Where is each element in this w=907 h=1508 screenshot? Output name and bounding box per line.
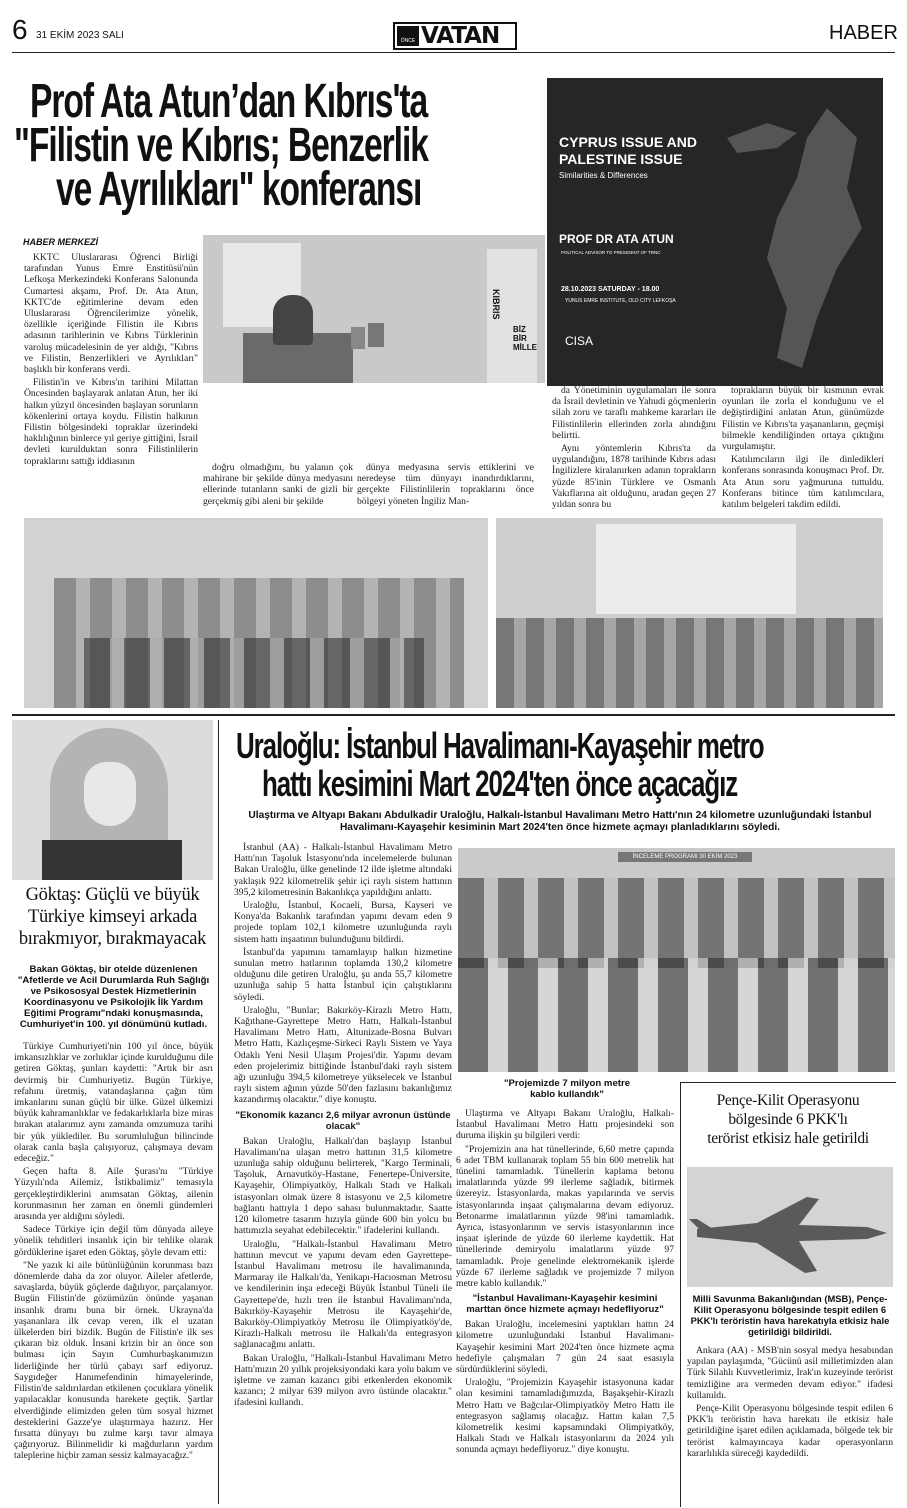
header-rule bbox=[12, 52, 895, 53]
paragraph: Bakan Uraloğlu, incelemesini yaptıkları hattın 24 kilometre uzunluğundaki İstanbul Havalimanı-Kayaşehir kesimini Mart 2024'ten önce hizmete açma hedefiyle çalışmaları 7 gün 24 saat esasıyla sürdürdüklerini söyledi. bbox=[456, 1319, 674, 1376]
article3-col1 bbox=[234, 842, 452, 1504]
headline-line: "Filistin ve Kıbrıs; Benzerlik bbox=[14, 119, 428, 172]
article1-col2 bbox=[203, 462, 353, 512]
section-divider bbox=[12, 714, 895, 716]
article4-headline bbox=[683, 1091, 893, 1148]
article1-col4 bbox=[552, 385, 716, 515]
map-silhouette bbox=[707, 98, 877, 378]
paragraph: Pençe-Kilit Operasyonu bölgesinde tespit edilen 6 PKK'lı teröristin hava harekatı ile etkisiz hale getirildiğine işaret edilen açıklamada, bölgede tek bir terörist kalmayıncaya kadar operasyonların kararlılıkla süreceği kaydedildi. bbox=[687, 1403, 893, 1459]
paragraph: da Yönetiminin uygulamaları ile sonra da İsrail devletinin ve Yahudi göçmenlerin silah zoru ve taraflı mahkeme kararları ile Filistinlilerin ellerinden zorla alındığını belirtti. bbox=[552, 385, 716, 441]
headline-line: bırakmıyor, bırakmayacak bbox=[18, 929, 207, 949]
paragraph: Uraloğlu, "Projemizin Kayaşehir istasyonuna kadar olan kesimini tamamladığımızda, Başakşehir-Kirazlı Metro Hattı ve Bağcılar-Olimpiyatköy Metro Hattı ile entegrasyon sağlamış olacağız. Hattın kalan 7,5 kilometrelik kesimi kapsamındaki Olimpiyatköy, Halkalı Stadı ve Halkalı istasyonlarını da 2024 yılı sonunda açmayı hedefliyoruz." diye konuştu. bbox=[456, 1377, 674, 1456]
headline-line: Göktaş: Güçlü ve büyük bbox=[25, 885, 200, 905]
headline-line: terörist etkisiz hale getirildi bbox=[707, 1130, 869, 1147]
paragraph: dünya medyasına servis ettiklerini ve neredeyse tüm dünyayı inandırdıklarını, gerçekte Filistinlilerin topraklarını önce bölgeyi yöneten İngiliz Man- bbox=[357, 462, 534, 507]
poster-subtitle: Similarities & Differences bbox=[559, 171, 648, 180]
article1-headline bbox=[14, 75, 544, 216]
front-row bbox=[84, 638, 424, 708]
article1-byline: HABER MERKEZİ bbox=[23, 237, 99, 247]
article1-col3 bbox=[357, 462, 534, 512]
backdrop-banner: İNCELEME PROGRAMI 30 EKİM 2023 bbox=[618, 852, 752, 862]
article2-body bbox=[14, 1041, 213, 1504]
article3-headline bbox=[236, 727, 896, 803]
poster-org: CISA bbox=[565, 334, 594, 348]
article3-lede: Ulaştırma ve Altyapı Bakanı Abdulkadir Uraloğlu, Halkalı-İstanbul Havalimanı Metro Hattı'nın 24 kilometre uzunluğundaki İstanbul Havalimanı-Kayaşehir kesiminin Mart 2024'ten önce hizmete açmayı planladıklarını söyledi. bbox=[248, 810, 872, 834]
logo-emblem bbox=[397, 26, 419, 46]
article2-lede: Bakan Göktaş, bir otelde düzenlenen "Afetlerde ve Acil Durumlarda Ruh Sağlığı ve Psikososyal Destek Hizmetlerinin Koordinasyonu ve Psikolojik İlk Yardım Eğitimi Programı"ndaki konuşmasında, Cumhuriyet'in 100. yıl dönümünü kutladı. bbox=[17, 964, 210, 1030]
paragraph: Uraloğlu, "Bunlar; Bakırköy-Kirazlı Metro Hattı, Kağıthane-Gayrettepe Metro Hattı, Halkalı-İstanbul Havalimanı Metro Hattı, Altunizade-Bosna Bulvarı Metro Hattı, Kazlıçeşme-Sirkeci Raylı Sistem ve Yaya Odaklı Yeni Nesil Ulaşım Projesi'dir. Yapımı devam eden projelerimiz bittiğinde İstanbul'daki raylı sistem ağı uzunluğu 394,5 kilometreye yükselecek ve İstanbul raylı sistem ağının yüzde 50'den fazlasını bakanlığımız kazandırmış olacaktır." diye konuştu. bbox=[234, 1004, 452, 1106]
poster-title-1: CYPRUS ISSUE AND bbox=[559, 134, 697, 150]
article3-col2 bbox=[456, 1108, 674, 1504]
front-row bbox=[458, 958, 895, 1072]
page-header bbox=[0, 0, 907, 52]
poster-role: POLITICAL ADVISOR TO PRESIDENT OF TRNC bbox=[561, 250, 661, 255]
photo-caption: "Projemizde 7 milyon metre kablo kullandık" bbox=[503, 1078, 631, 1100]
paragraph: "Ne yazık ki aile bütünlüğünün korunması bazı dönemlerde daha da zor oluyor. Aileler afetlerde, savaşlarda, büyük göçlerde dağılıyor, parçalanıyor. Bugün Filistin'de gözümüzün önünde yaşanan insanlık dramı buna bir örnek. Ukrayna'da yaşananlara ilk cevap veren, ilk el uzatan ülkelerden biri bizdik. Bugün de Filistin'e ilk ses çıkaran biz olduk. İnsani krizin bir an önce son bulması için Sayın Cumhurbaşkanımızın liderliğinde her türlü çabayı sarf ediyoruz. Saygıdeğer Hanımefendinin himayelerinde, Filistin'de saldırılardan etkilenen çocuklara yönelik yapılacaklar konusunda harekete geçtik. Şartlar elverdiğinde elimizden gelen tüm sosyal hizmet desteklerini Gazze'ye ulaştırmaya hazırız. Her fırsatta dünyayı bu zulme karşı tavır almaya çağırıyoruz. Bilinmelidir ki mağdurların yardım taleplerine hiçbir zaman sessiz kalmayacağız." bbox=[14, 1259, 213, 1462]
logo-text: VATAN bbox=[421, 23, 500, 49]
paragraph: doğru olmadığını, bu yalanın çok mahirane bir şekilde dünya medyasını ellerinde tutanların sanki de gizli bir gerçekmiş gibi aleni bir şekilde bbox=[203, 462, 353, 507]
paragraph: Katılımcıların ilgi ile dinledikleri konferans sonrasında konuşmacı Prof. Dr. Ata Atun soru yağmuruna tuttuldu. Konferans bitince tüm katılımcılara, katılım belgeleri takdim edildi. bbox=[722, 454, 884, 511]
paragraph: Ankara (AA) - MSB'nin sosyal medya hesabından yapılan paylaşımda, "Gücünü asil milletimizden alan Türk Silahlı Kuvvetlerimiz, Irak'ın kuzeyinde terörist temizliğine ara vermeden devam ediyor." ifadesi kullanıldı. bbox=[687, 1345, 893, 1401]
paragraph: İstanbul'da yapımını tamamlayıp halkın hizmetine sunulan metro hatlarının toplamda 130,2 kilometre olduğunu dile getiren Uraloğlu, şu anda 55,7 kilometre uzunluğa sahip 5 hatta İstanbul için çalıştıklarını söyledi. bbox=[234, 946, 452, 1003]
minister-group-photo bbox=[458, 848, 895, 1072]
article4-lede: Milli Savunma Bakanlığından (MSB), Pençe-Kilit Operasyonu bölgesinde tespit edilen 6 PKK'lı teröristin hava harekatıyla etkisiz hale getirildiği bildirildi. bbox=[690, 1293, 890, 1337]
projection-screen bbox=[596, 524, 796, 614]
paragraph: Filistin'in ve Kıbrıs'ın tarihini Milattan Öncesinden başlayarak anlatan Atun, her iki halkın yüzyıl öncesinden başlayan sorunların kökenlerini ortaya koydu. Filistin halkının Filistin bölgesindeki topraklar üzerindeki haklılığının binlerce yıl geriye gittiğini, İsrail devleti kurulduktan sonra Filistinlilerin topraklarını sattığı iddiasının bbox=[24, 377, 198, 467]
paragraph: "Projemizin ana hat tünellerinde, 6,60 metre çapında 6 adet TBM kullanarak toplam 55 bin 600 metrelik hat tünelini tamamladık. Tünellerin kaplama betonu imalatlarında yüzde 99 ilerleme sağladık, bitirmek üzereyiz. İstasyonlarda, makas yapılarında ve servis istasyonlarında inşaat çalışmalarına devam ediyoruz. Betonarme imalatlarının yüzde 98'ini tamamladık. Ayrıca, istasyonlarının ve servis istasyonlarının ince inşaat işlerinde de yüzde 60 ilerleme kaydettik. Hat tünellerinde demiryolu imalatlarını yüzde 97 tamamladık. Proje genelinde elektromekanik işlerde yüzde 67 ilerleme sağladık ve projemizde 7 milyon metre kablo kullandık." bbox=[456, 1143, 674, 1290]
article1-col1 bbox=[24, 252, 198, 515]
audience-photo bbox=[496, 518, 883, 708]
audience-rows bbox=[496, 618, 883, 708]
jacket bbox=[42, 840, 182, 880]
article4-box bbox=[680, 1082, 896, 1507]
paragraph: KKTC Uluslararası Öğrenci Birliği tarafından Yunus Emre Enstitüsü'nün Lefkoşa Merkezindeki Konferans Salonunda Cumartesi akşamı, Prof. Dr. Ata Atun, KKTC'de eğitimlerine devam eden Uluslararası Öğrencilerimize yönelik, özellikle içeriğinde Filistin ile Kıbrıs adasının tarihlerinin ve Kıbrıs Türklerinin varoluş mücadelesinin de yer aldığı, "Kıbrıs ve Filistin, Benzerlikleri ve Ayrılıkları" başlıklı bir konferans verdi. bbox=[24, 252, 198, 376]
paragraph: toprakların büyük bir kısmının evrak oyunları ile zorla el konduğunu ve el değiştirdiğini anlatan Atun, günümüzde Filistin ve Kıbrıs'ta yaşananların, geçmişi bilmekle kendiliğinden ortaya çıktığını vurgulamıştır. bbox=[722, 385, 884, 453]
poster-title-2: PALESTINE ISSUE bbox=[559, 151, 683, 167]
poster-speaker: PROF DR ATA ATUN bbox=[559, 232, 674, 246]
paragraph: Uraloğlu, "Halkalı-İstanbul Havalimanı Metro hattının mevcut ve yapımı devam eden Gayrettepe-İstanbul Havalimanı metrosu ile havalimanında, Marmaray ile Halkalı'da, Yenikapı-Hacıosman Metrosu ve kendilerinin inşa edeceği Büyük İstanbul Tüneli ile Gayrettepe'de, hızlı tren ile İstanbul Havalimanı'nda, Bakırköy-Kayaşehir Metrosu ile Kayaşehir'de, Bakırköy-Olimpiyatköy Metrosu ile Olimpiyatköy'de, Kirazlı-Halkalı metrosu ile Halkalı'da entegrasyon sağlanacağını anlattı. bbox=[234, 1238, 452, 1351]
issue-date: 31 EKİM 2023 SALI bbox=[36, 30, 124, 41]
headline-line: bölgesinde 6 PKK'lı bbox=[728, 1111, 848, 1128]
banner-text: KIBRIS bbox=[491, 289, 501, 320]
headline-line: Prof Ata Atun’dan Kıbrıs'ta bbox=[30, 75, 428, 128]
paragraph: Uraloğlu, İstanbul, Kocaeli, Bursa, Kayseri ve Konya'da Bakanlık tarafından yapımı devam eden 9 projede toplam 102,1 kilometre uzunluğunda raylı sistem hattı inşaatının bulunduğunu bildirdi. bbox=[234, 900, 452, 945]
article1-col5 bbox=[722, 385, 884, 515]
headline-line: hattı kesimini Mart 2024'ten önce açacağız bbox=[262, 763, 738, 804]
headline-line: Türkiye kimseyi arkada bbox=[27, 907, 198, 927]
speaker-figure bbox=[273, 295, 313, 345]
fighter-jet-photo bbox=[687, 1167, 893, 1287]
paragraph: Aynı yöntemlerin Kıbrıs'ta da uygulandığını, 1878 tarihinde Kıbrıs adası İngilizlere kiralanırken adanın toprakların yüzde 85'inin Türklere ve Osmanlı Vakıflarına ait olduğunu, aradan geçen 27 yıldan sonra bu bbox=[552, 443, 716, 511]
paragraph: Ulaştırma ve Altyapı Bakanı Uraloğlu, Halkalı-İstanbul Havalimanı Metro Hattı projesindeki son duruma ilişkin şu bilgileri verdi: bbox=[456, 1108, 674, 1142]
section-name: HABER bbox=[829, 22, 898, 44]
logo-small-text: ÖNCE bbox=[400, 38, 416, 44]
banner-text-2: BİZ BİR MİLLE bbox=[513, 325, 537, 352]
column-divider bbox=[218, 720, 219, 1504]
speaker-photo bbox=[203, 235, 545, 383]
headline-line: Uraloğlu: İstanbul Havalimanı-Kayaşehir metro bbox=[236, 725, 764, 766]
subheading: "Ekonomik kazancı 2,6 milyar avronun üstünde olacak" bbox=[235, 1109, 451, 1132]
poster-datetime: 28.10.2023 SATURDAY - 18.00 bbox=[561, 286, 660, 293]
page-number: 6 bbox=[12, 14, 28, 45]
article2-headline bbox=[12, 884, 213, 950]
flag-right bbox=[368, 323, 384, 347]
back-row bbox=[458, 878, 895, 968]
subheading: "İstanbul Havalimanı-Kayaşehir kesimini marttan önce hizmete açmayı hedefliyoruz" bbox=[466, 1293, 664, 1316]
face bbox=[84, 762, 136, 826]
paragraph: Sadece Türkiye için değil tüm dünyada aileye yönelik tehditleri insanlık için bir tehlike olarak gördüklerine işaret eden Göktaş, şöyle devam etti: bbox=[14, 1224, 213, 1258]
group-photo-1 bbox=[24, 518, 488, 708]
flag-left bbox=[351, 327, 365, 349]
paragraph: Bakan Uraloğlu, "Halkalı-İstanbul Havalimanı Metro Hattı'mızın 20 yıllık projeksiyondaki kara yolu bakım ve işletme ve zaman kazancı gibi etkenlerden ekonomik kazancı; 2 milyar 639 milyon avro üstünde olacaktır." ifadesini kullandı. bbox=[234, 1352, 452, 1409]
article4-body bbox=[687, 1345, 893, 1505]
paragraph: Türkiye Cumhuriyeti'nin 100 yıl önce, büyük imkansızlıklar ve zorluklar içinde kurulduğunu dile getiren Göktaş, şunları kaydetti: "Artık bir asrı devirmiş bir Cumhuriyetiz. Bugün Türkiye, refahını üretmiş, vatandaşlarına çağın tüm imkanlarını sunan güçlü bir ülke. Güzel ülkemizi büyük kahramanlıklar ve fedakarlıklarla bize miras bırakan atalarımız aynı zamanda omzumuza tarihi bir yük yüklediler. Bu sorumluluğun bilincinde olarak canla başla çalışıyoruz, çalışmaya devam edeceğiz." bbox=[14, 1041, 213, 1165]
paragraph: İstanbul (AA) - Halkalı-İstanbul Havalimanı Metro Hattı'nın Taşoluk İstasyonu'nda incelemelerde bulunan Bakan Uraloğlu, ülke genelinde 12 ilde işletme altındaki yaklaşık 922 kilometrelik şehir içi raylı sistem hattının 395,2 kilometresinin Bakanlıkça yapıldığını anlattı. bbox=[234, 842, 452, 898]
rollup-banner bbox=[487, 249, 537, 383]
headline-line: Pençe-Kilit Operasyonu bbox=[716, 1092, 860, 1109]
conference-poster bbox=[547, 78, 883, 386]
goktas-photo bbox=[12, 720, 213, 880]
poster-venue: YUNUS EMRE INSTITUTE, OLD CITY LEFKOŞA bbox=[565, 298, 676, 304]
jet-silhouette bbox=[687, 1167, 893, 1287]
paragraph: Geçen hafta 8. Aile Şurası'nı "Türkiye Yüzyılı'nda Ailemiz, İstikbalimiz" temasıyla gerçekleştirdiklerini anımsatan Göktaş, ailenin korunmasının her zaman en önemli gündemleri arasında yer aldığını söyledi. bbox=[14, 1166, 213, 1223]
newspaper-logo bbox=[393, 22, 517, 50]
paragraph: Bakan Uraloğlu, Halkalı'dan başlayıp İstanbul Havalimanı'na ulaşan metro hattının 31,5 kilometre uzunluğa sahip olduğunu belirterek, "Kargo Terminali, Taşoluk, Arnavutköy-Hastane, Fenertepe-Üniversite, Kayaşehir, Olimpiyatköy, Halkalı Stadı ve Halkalı istasyonları olmak üzere 8 istasyonu ve 2,5 kilometre bağlantı hattıyla 1 depo sahası bulunmaktadır. Saatte 120 kilometre tasarım hızıyla günde 600 bin yolcu bu hattımızla seyahat edebilecektir." ifadelerini kullandı. bbox=[234, 1135, 452, 1237]
headline-line: ve Ayrılıkları" konferansı bbox=[56, 163, 422, 216]
